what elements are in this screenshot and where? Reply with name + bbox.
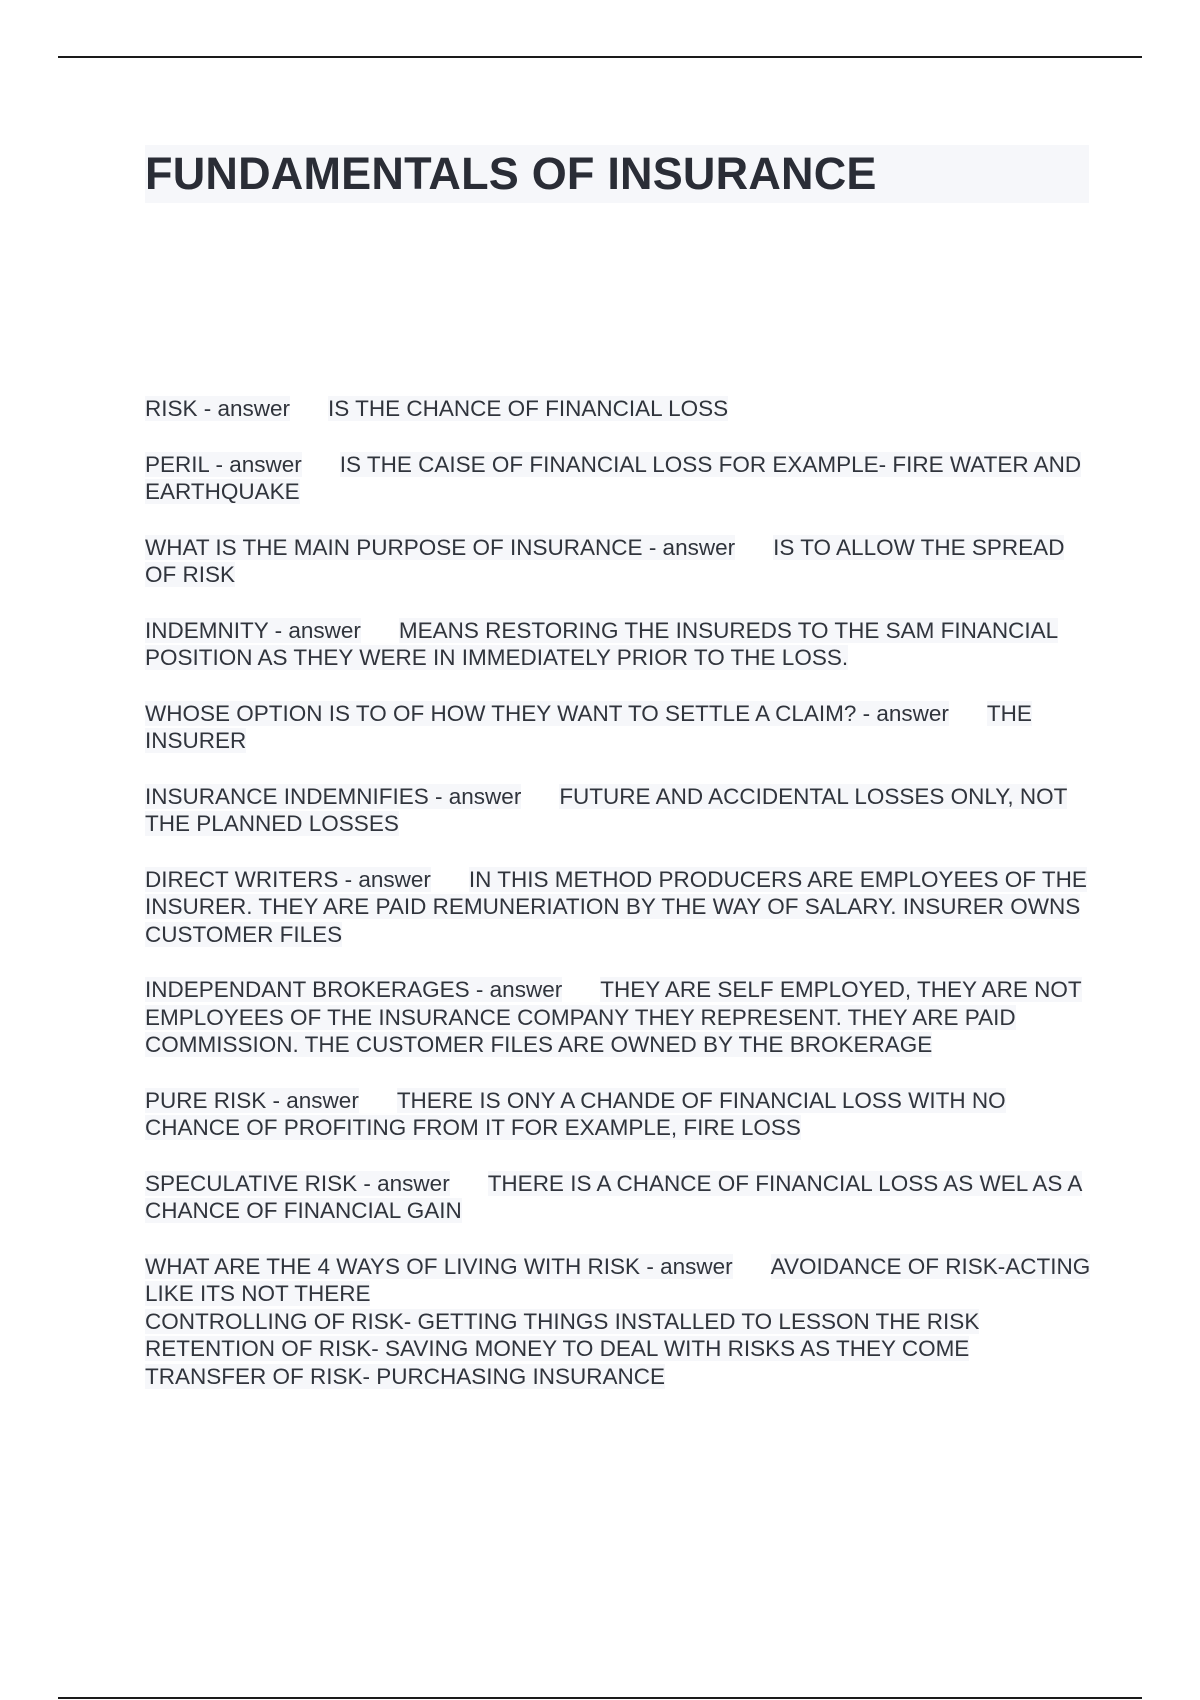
answer-text: TRANSFER OF RISK- PURCHASING INSURANCE	[145, 1363, 666, 1389]
qa-item	[145, 451, 1095, 506]
answer-text: THERE IS A CHANCE OF FINANCIAL LOSS AS WEL AS A CHANCE OF FINANCIAL GAIN	[145, 1170, 1083, 1223]
question-text: WHAT ARE THE 4 WAYS OF LIVING WITH RISK	[145, 1253, 641, 1279]
answer-separator: - answer	[266, 1087, 359, 1113]
qa-item	[145, 783, 1095, 838]
qa-item	[145, 617, 1095, 672]
answer-separator: - answer	[856, 700, 949, 726]
question-text: PURE RISK	[145, 1087, 267, 1113]
answer-text: RETENTION OF RISK- SAVING MONEY TO DEAL WITH RISKS AS THEY COME	[145, 1336, 970, 1361]
qa-list	[145, 395, 1095, 1418]
qa-item	[145, 1253, 1095, 1391]
answer-text: AVOIDANCE OF RISK-ACTING LIKE ITS NOT THERE	[145, 1253, 1091, 1306]
answer-separator: - answer	[357, 1170, 450, 1196]
answer-text: THERE IS ONY A CHANDE OF FINANCIAL LOSS WITH NO CHANCE OF PROFITING FROM IT FOR EXAMPLE, FIRE LOSS	[145, 1087, 1006, 1140]
answer-separator: - answer	[640, 1253, 733, 1279]
question-text: DIRECT WRITERS	[145, 866, 339, 892]
qa-item	[145, 1170, 1095, 1225]
qa-item	[145, 976, 1095, 1059]
question-text: RISK	[145, 396, 198, 421]
answer-separator: - answer	[209, 451, 302, 477]
answer-separator: - answer	[338, 866, 431, 892]
question-text: SPECULATIVE RISK	[145, 1170, 358, 1196]
qa-item	[145, 1087, 1095, 1142]
answer-separator: - answer	[268, 617, 361, 643]
answer-text: CONTROLLING OF RISK- GETTING THINGS INSTALLED TO LESSON THE RISK	[145, 1308, 980, 1334]
document-title: FUNDAMENTALS OF INSURANCE	[145, 148, 877, 199]
qa-item	[145, 534, 1095, 589]
answer-text: IS THE CAISE OF FINANCIAL LOSS FOR EXAMPLE- FIRE WATER AND EARTHQUAKE	[145, 451, 1082, 504]
qa-item	[145, 700, 1095, 755]
question-text: WHOSE OPTION IS TO OF HOW THEY WANT TO SETTLE A CLAIM?	[145, 700, 857, 726]
answer-separator: - answer	[469, 977, 563, 1002]
question-text: WHAT IS THE MAIN PURPOSE OF INSURANCE	[145, 534, 643, 560]
top-divider	[58, 56, 1142, 58]
question-text: INDEMNITY	[145, 617, 269, 643]
qa-item	[145, 395, 1095, 423]
answer-text: THEY ARE SELF EMPLOYED, THEY ARE NOT EMPLOYEES OF THE INSURANCE COMPANY THEY REPRESENT. THEY ARE PAID COMMISSION. THE CUSTOMER FILES ARE OWNED BY THE BROKERAGE	[145, 977, 1082, 1057]
question-text: INDEPENDANT BROKERAGES	[145, 977, 470, 1002]
qa-item	[145, 866, 1095, 949]
answer-text: THE INSURER	[145, 700, 1032, 753]
answer-text: FUTURE AND ACCIDENTAL LOSSES ONLY, NOT THE PLANNED LOSSES	[145, 783, 1068, 836]
title-highlight	[145, 145, 1089, 203]
answer-separator: - answer	[197, 396, 291, 421]
question-text: PERIL	[145, 451, 210, 477]
question-text: INSURANCE INDEMNIFIES	[145, 783, 429, 809]
answer-separator: - answer	[642, 534, 736, 560]
answer-text: IN THIS METHOD PRODUCERS ARE EMPLOYEES OF THE INSURER. THEY ARE PAID REMUNERIATION BY THE WAY OF SALARY. INSURER OWNS CUSTOMER FILES	[145, 866, 1087, 947]
answer-separator: - answer	[428, 783, 522, 809]
answer-text: IS TO ALLOW THE SPREAD OF RISK	[145, 534, 1065, 587]
bottom-divider	[58, 1697, 1142, 1699]
answer-text: IS THE CHANCE OF FINANCIAL LOSS	[328, 396, 729, 421]
answer-text: MEANS RESTORING THE INSUREDS TO THE SAM FINANCIAL POSITION AS THEY WERE IN IMMEDIATELY PRIOR TO THE LOSS.	[145, 617, 1059, 670]
